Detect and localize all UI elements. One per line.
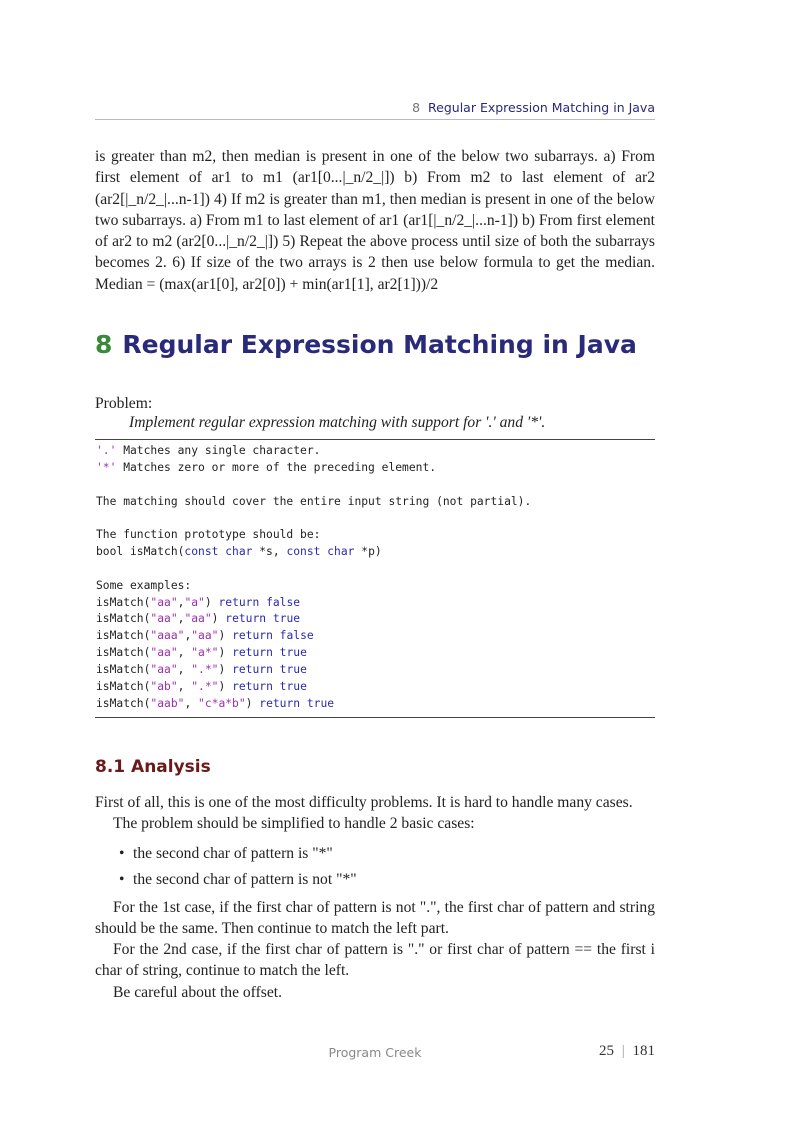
code-string: "aaa" xyxy=(150,629,185,643)
analysis-paragraph: For the 1st case, if the first char of pattern is not ".", the first char of pattern and string should be the same. Then continue to match the left part. xyxy=(95,898,655,937)
code-line xyxy=(96,578,531,595)
code-string: ".*" xyxy=(191,679,219,693)
section-title: Analysis xyxy=(131,757,211,777)
code-string: '.' xyxy=(96,444,117,457)
code-text: , xyxy=(177,662,192,676)
code-line xyxy=(96,561,531,578)
code-keyword: return true xyxy=(225,612,301,626)
code-text: The function prototype should be: xyxy=(96,528,321,542)
code-line xyxy=(96,527,531,544)
page-number: 25 xyxy=(598,1043,614,1059)
code-text: isMatch( xyxy=(96,679,151,693)
list-item: • the second char of pattern is not "*" xyxy=(133,867,655,893)
code-keyword: const char xyxy=(184,545,253,559)
section-number: 8.1 xyxy=(95,757,126,777)
code-text: isMatch( xyxy=(96,662,151,676)
running-header xyxy=(95,100,655,115)
code-text: ) xyxy=(204,595,219,609)
code-text: ) xyxy=(245,696,260,710)
code-line xyxy=(96,696,531,713)
chapter-heading xyxy=(95,330,637,359)
footer-title: Program Creek xyxy=(328,1045,422,1060)
code-line xyxy=(96,611,531,628)
header-rule xyxy=(95,119,655,120)
code-string: "aa" xyxy=(150,662,178,676)
code-line xyxy=(96,510,531,527)
running-header-title: Regular Expression Matching in Java xyxy=(428,100,655,115)
code-text: ) xyxy=(218,662,233,676)
code-text: , xyxy=(177,679,192,693)
code-line xyxy=(96,679,531,696)
analysis-paragraph: Be careful about the offset. xyxy=(113,983,283,1001)
code-text: bool isMatch( xyxy=(96,545,185,559)
code-top-rule xyxy=(95,439,655,440)
case-list xyxy=(95,841,655,893)
code-line xyxy=(96,477,531,494)
code-line xyxy=(96,460,531,477)
code-keyword: return true xyxy=(232,646,307,660)
code-text: ) xyxy=(218,629,233,643)
page-total: 181 xyxy=(632,1043,655,1059)
chapter-number: 8 xyxy=(95,330,113,359)
code-keyword: return true xyxy=(259,696,335,710)
code-text: , xyxy=(184,696,199,710)
footer-page-number xyxy=(560,1043,655,1060)
code-text: ) xyxy=(218,679,233,693)
code-string: "aa" xyxy=(150,612,178,626)
code-string: "c*a*b" xyxy=(198,696,246,710)
code-line xyxy=(96,645,531,662)
code-string: ".*" xyxy=(191,662,219,676)
code-text: *s, xyxy=(252,545,287,559)
code-string: '*' xyxy=(96,460,117,474)
list-item: • the second char of pattern is "*" xyxy=(133,841,655,867)
code-text: isMatch( xyxy=(96,646,151,660)
page-separator: | xyxy=(621,1043,625,1059)
code-keyword: return false xyxy=(218,595,301,609)
analysis-paragraph: For the 2nd case, if the first char of pattern is "." or first char of pattern == the first i char of string, continue to match the left. xyxy=(95,941,655,980)
code-string: "aa" xyxy=(150,646,178,660)
code-line xyxy=(96,662,531,679)
code-text: , xyxy=(184,629,192,643)
code-line xyxy=(96,494,531,511)
problem-description: Implement regular expression matching with support for '.' and '*'. xyxy=(129,414,546,431)
analysis-body xyxy=(95,792,655,1003)
code-string: "aa" xyxy=(150,595,178,609)
analysis-paragraph: First of all, this is one of the most difficulty problems. It is hard to handle many cases. xyxy=(95,794,633,811)
code-text: ) xyxy=(211,612,226,626)
code-string: "a" xyxy=(184,595,205,609)
code-text: , xyxy=(177,595,185,609)
code-text: *p) xyxy=(354,545,382,559)
code-listing xyxy=(96,443,531,713)
code-text: Matches zero or more of the preceding element. xyxy=(116,460,437,474)
code-text: Matches any single character. xyxy=(116,444,321,457)
code-text: isMatch( xyxy=(96,629,151,643)
code-keyword: const char xyxy=(286,545,355,559)
chapter-title: Regular Expression Matching in Java xyxy=(122,330,637,359)
code-string: "aab" xyxy=(150,696,185,710)
code-string: "aa" xyxy=(184,612,212,626)
code-line xyxy=(96,443,531,460)
code-keyword: return true xyxy=(232,662,307,676)
code-line xyxy=(96,628,531,645)
code-text: isMatch( xyxy=(96,612,151,626)
code-text: isMatch( xyxy=(96,595,151,609)
code-line xyxy=(96,544,531,561)
code-string: "ab" xyxy=(150,679,178,693)
code-keyword: return false xyxy=(232,629,314,643)
code-bottom-rule xyxy=(95,717,655,718)
problem-label: Problem: xyxy=(95,395,153,412)
code-text: , xyxy=(177,646,192,660)
code-line xyxy=(96,595,531,612)
code-text: Some examples: xyxy=(96,578,192,592)
code-text: The matching should cover the entire input string (not partial). xyxy=(96,494,532,508)
code-text: isMatch( xyxy=(96,696,151,710)
running-header-number: 8 xyxy=(412,100,421,115)
code-string: "aa" xyxy=(191,629,219,643)
section-heading xyxy=(95,757,211,777)
code-keyword: return true xyxy=(232,679,307,693)
code-text: ) xyxy=(218,646,233,660)
code-string: "a*" xyxy=(191,646,219,660)
analysis-paragraph: The problem should be simplified to handle 2 basic cases: xyxy=(113,815,475,833)
code-text: , xyxy=(177,612,185,626)
intro-paragraph: is greater than m2, then median is present in one of the below two subarrays. a) From first element of ar1 to m1 (ar1[0...|_n/2_|]) b) From m2 to last element of ar2 (ar2[|_n/2_|...n-1]) 4) If m2 is greater than m1, then median is present in one of the below two subarrays. a) From m1 to last element of ar1 (ar1[|_n/2_|...n-1]) b) From first element of ar2 to m2 (ar2[0...|_n/2_|]) 5) Repeat the above process until size of both the subarrays becomes 2. 6) If size of the two arrays is 2 then use below formula to get the median. Median = (max(ar1[0], ar2[0]) + min(ar1[1], ar2[1]))/2 xyxy=(95,148,655,293)
